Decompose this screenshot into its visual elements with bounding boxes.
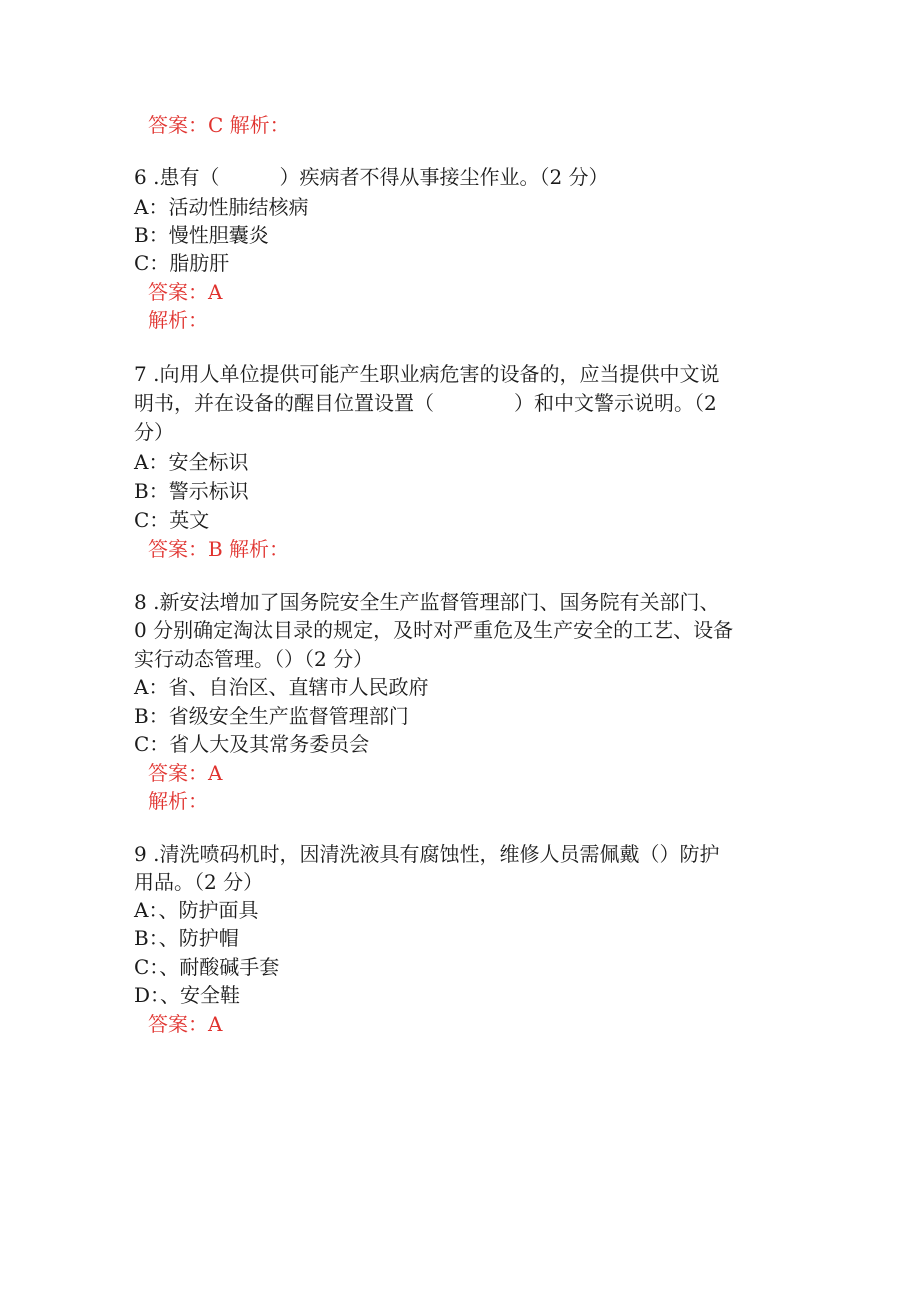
question-8-stem-line-3: 实行动态管理。（）（2 分） bbox=[134, 647, 374, 671]
question-7-stem-line-1: 7 .向用人单位提供可能产生职业病危害的设备的，应当提供中文说 bbox=[134, 362, 720, 386]
question-9-option-c: C：、耐酸碱手套 bbox=[134, 955, 280, 979]
analysis-q6: 解析： bbox=[148, 308, 208, 332]
answer-q5: 答案：C 解析： bbox=[148, 113, 290, 137]
question-7-option-a: A：安全标识 bbox=[134, 450, 249, 474]
question-6-stem: 6 .患有（ ）疾病者不得从事接尘作业。（2 分） bbox=[134, 165, 609, 189]
question-7-stem-line-3: 分） bbox=[134, 420, 174, 444]
question-6-option-a: A：活动性肺结核病 bbox=[134, 195, 309, 219]
question-7-stem-line-2: 明书，并在设备的醒目位置设置（ ）和中文警示说明。（2 bbox=[134, 391, 717, 415]
answer-q6: 答案：A bbox=[148, 280, 223, 304]
question-9-option-d: D：、安全鞋 bbox=[134, 983, 241, 1007]
question-9-stem-line-1: 9 .清洗喷码机时，因清洗液具有腐蚀性，维修人员需佩戴（）防护 bbox=[134, 842, 720, 866]
analysis-q8: 解析： bbox=[148, 789, 208, 813]
question-9-stem-line-2: 用品。（2 分） bbox=[134, 870, 264, 894]
answer-q9: 答案：A bbox=[148, 1012, 223, 1036]
question-8-option-a: A：省、自治区、直辖市人民政府 bbox=[134, 675, 429, 699]
question-8-stem-line-2: 0 分别确定淘汰目录的规定，及时对严重危及生产安全的工艺、设备 bbox=[134, 618, 734, 642]
question-7-option-b: B：警示标识 bbox=[134, 479, 249, 503]
question-8-option-b: B：省级安全生产监督管理部门 bbox=[134, 704, 409, 728]
question-6-option-c: C：脂肪肝 bbox=[134, 251, 230, 275]
answer-q8: 答案：A bbox=[148, 761, 223, 785]
question-8-option-c: C：省人大及其常务委员会 bbox=[134, 732, 370, 756]
answer-q7: 答案：B 解析： bbox=[148, 537, 290, 561]
question-9-option-b: B：、防护帽 bbox=[134, 926, 239, 950]
question-8-stem-line-1: 8 .新安法增加了国务院安全生产监督管理部门、国务院有关部门、 bbox=[134, 590, 720, 614]
question-9-option-a: A：、防护面具 bbox=[134, 898, 259, 922]
question-6-option-b: B：慢性胆囊炎 bbox=[134, 223, 269, 247]
question-7-option-c: C：英文 bbox=[134, 508, 210, 532]
